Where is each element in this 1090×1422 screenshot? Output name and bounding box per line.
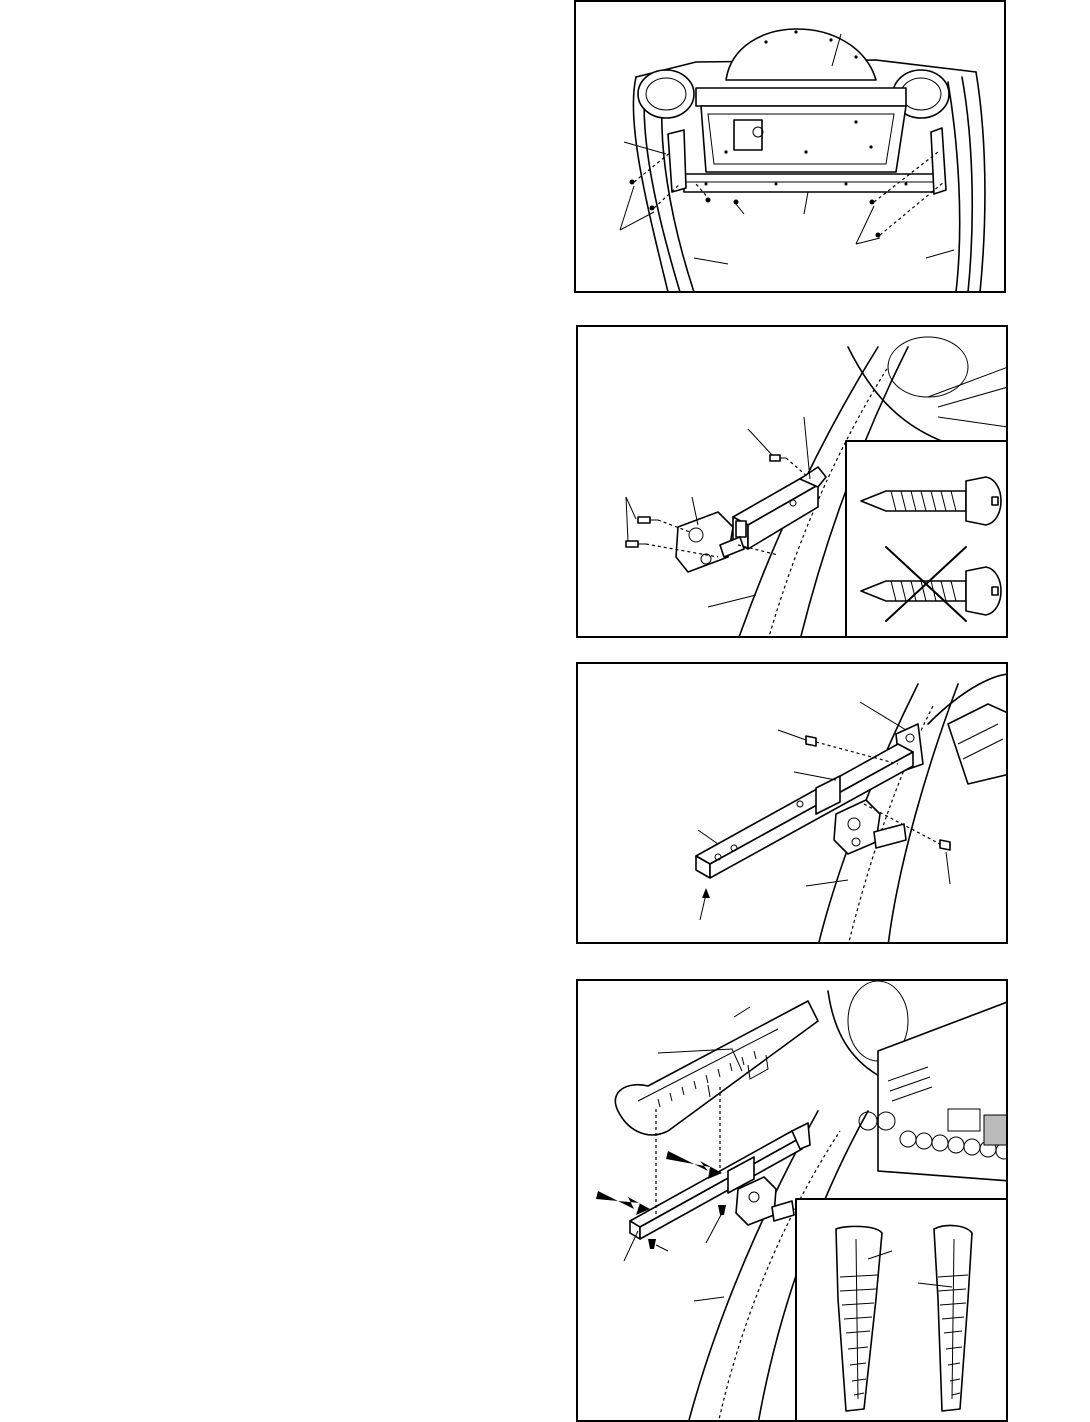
assembly-figure-4 [576,979,1008,1422]
assembly-figure-3 [576,662,1008,944]
left-right-handrail-inset [796,1199,1008,1422]
screw-comparison-inset [846,441,1008,638]
assembly-figure-2 [576,325,1008,638]
handrail-cover-drawing [578,981,1008,1422]
console-frame-drawing [576,2,1006,293]
handrail-tube-drawing [578,664,1008,944]
assembly-figure-1 [574,0,1006,293]
handrail-bracket-drawing [578,327,1008,638]
